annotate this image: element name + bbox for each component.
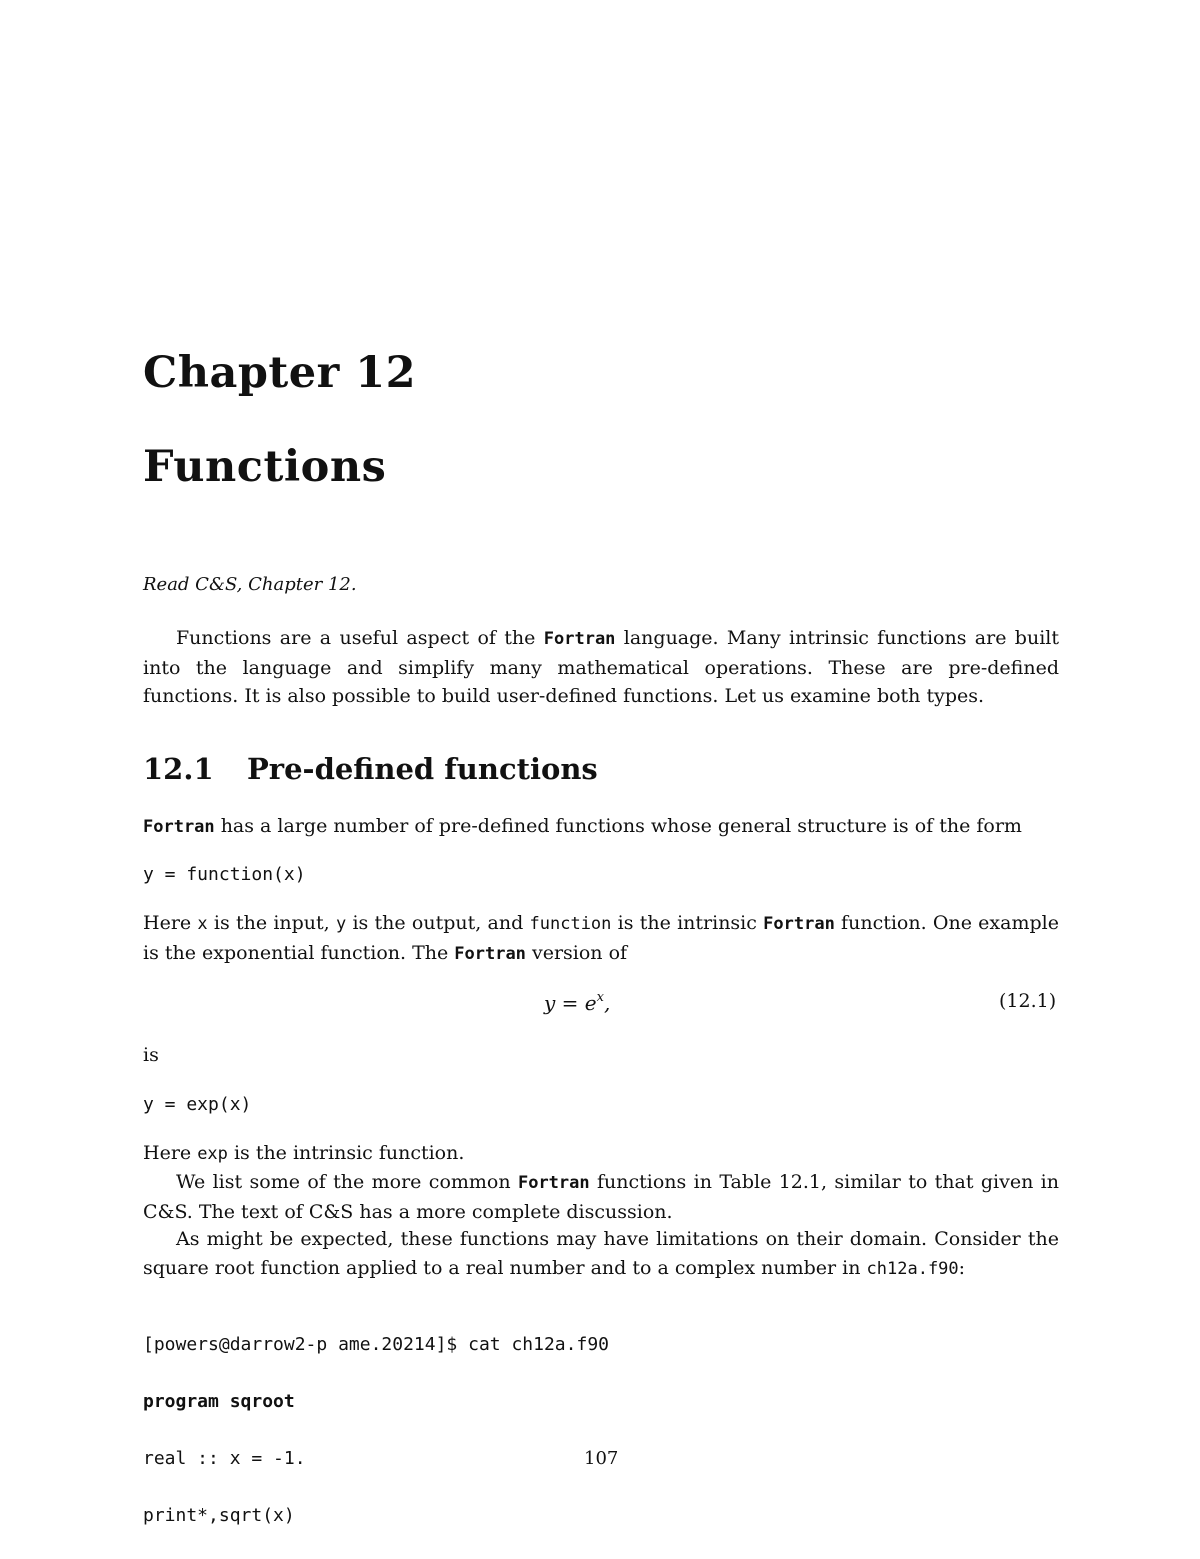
equation-number: (12.1) <box>999 990 1057 1012</box>
page-number: 107 <box>584 1448 619 1469</box>
intro-paragraph: Functions are a useful aspect of the Fortran language. Many intrinsic functions are built into the language and simplify many mathematical operations. These are pre-defined functions. It is also possible to build user-defined functions. Let us examine both types. <box>143 627 1059 707</box>
chapter-title: Functions <box>143 442 387 492</box>
code-listing <box>143 1302 609 1559</box>
code-line: print*,sqrt(x) <box>143 1504 295 1526</box>
reading-note: Read C&S, Chapter 12. <box>143 574 357 595</box>
code-inline-exp: y = exp(x) <box>143 1094 252 1115</box>
code-line: real :: x = -1. <box>143 1447 306 1469</box>
is-text: is <box>143 1044 159 1066</box>
section-paragraph-5: As might be expected, these functions may have limitations on their domain. Consider the square root function applied to a real number and to a complex number in ch12a.f90: <box>143 1228 1059 1279</box>
section-paragraph-1: Fortran has a large number of pre-defined functions whose general structure is of the form <box>143 815 1022 837</box>
code-line: program sqroot <box>143 1390 295 1412</box>
section-paragraph-3: Here exp is the intrinsic function. <box>143 1142 465 1164</box>
chapter-label: Chapter 12 <box>143 348 417 398</box>
section-number: 12.1 <box>143 752 214 786</box>
equation: $y = e^x$, <box>544 990 611 1015</box>
section-title: Pre-defined functions <box>247 752 598 786</box>
code-inline-function: y = function(x) <box>143 864 306 885</box>
section-paragraph-2: Here x is the input, y is the output, and function is the intrinsic Fortran function. One example is the exponential function. The Fortran version of <box>143 912 1059 964</box>
section-paragraph-4: We list some of the more common Fortran functions in Table 12.1, similar to that given in C&S. The text of C&S has a more complete discussion. <box>143 1171 1059 1223</box>
code-line: [powers@darrow2-p ame.20214]$ cat ch12a.f90 <box>143 1333 609 1355</box>
